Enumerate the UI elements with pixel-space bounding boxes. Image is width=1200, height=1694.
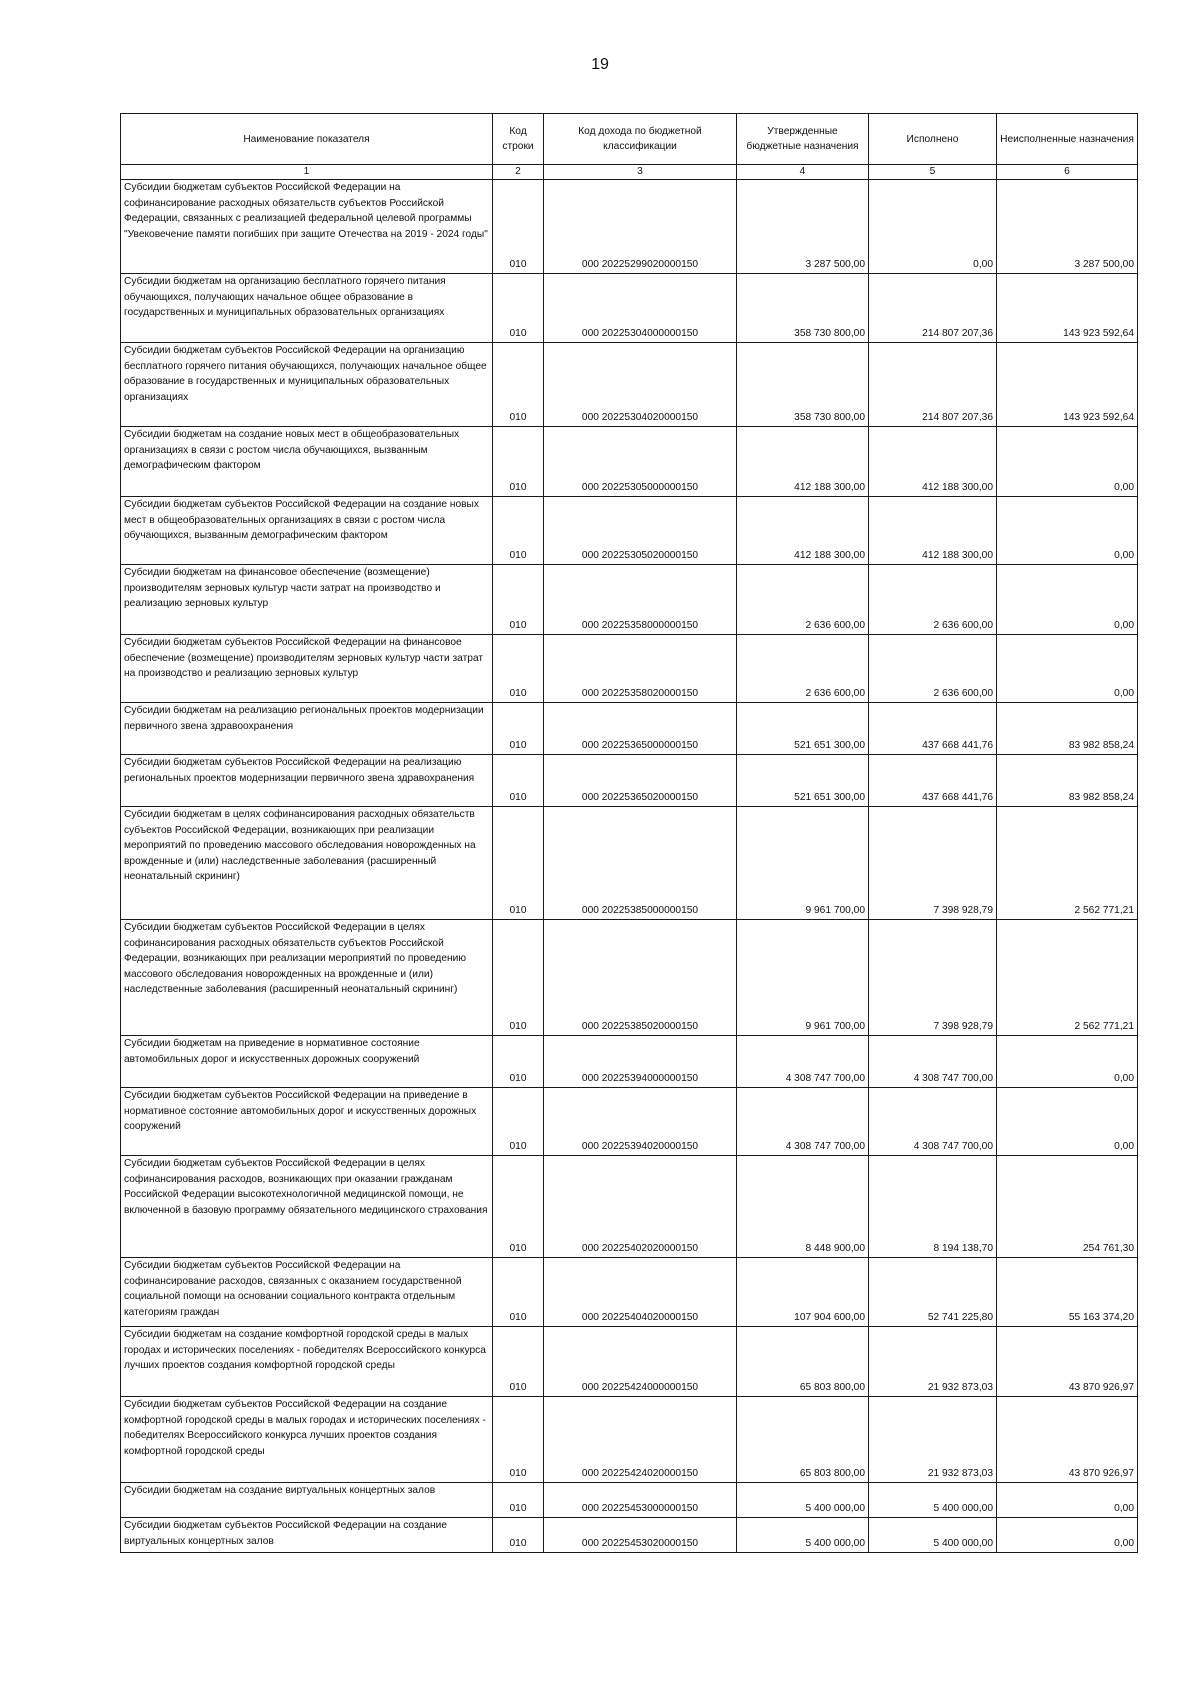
- executed-value: 7 398 928,79: [869, 920, 997, 1036]
- unexecuted-value: 83 982 858,24: [997, 703, 1138, 755]
- table-row: [121, 1518, 1138, 1553]
- approved-value: 2 636 600,00: [737, 635, 869, 703]
- approved-value: 3 287 500,00: [737, 180, 869, 274]
- line-code: 010: [493, 1397, 544, 1483]
- header-approved: Утвержденные бюджетные назначения: [737, 114, 869, 165]
- executed-value: 5 400 000,00: [869, 1483, 997, 1518]
- income-code: 000 20225365000000150: [544, 703, 737, 755]
- indicator-name: Субсидии бюджетам субъектов Российской Федерации на софинансирование расходных обязательств субъектов Российской Федерации, связанных с реализацией федеральной целевой программы "Увековечение памяти погибших при защите Отечества на 2019 - 2024 годы": [121, 180, 493, 274]
- indicator-name: Субсидии бюджетам субъектов Российской Федерации на создание новых мест в общеобразовательных организациях в связи с ростом числа обучающихся, вызванным демографическим фактором: [121, 497, 493, 565]
- line-code: 010: [493, 1258, 544, 1327]
- income-code: 000 20225305020000150: [544, 497, 737, 565]
- indicator-name: Субсидии бюджетам субъектов Российской Федерации в целях софинансирования расходных обязательств субъектов Российской Федерации, возникающих при реализации мероприятий по проведению массового обследования новорожденных на врожденные и (или) наследственные заболевания (расширенный неонатальный скрининг): [121, 920, 493, 1036]
- unexecuted-value: 2 562 771,21: [997, 920, 1138, 1036]
- unexecuted-value: 3 287 500,00: [997, 180, 1138, 274]
- unexecuted-value: 0,00: [997, 565, 1138, 635]
- executed-value: 4 308 747 700,00: [869, 1036, 997, 1088]
- approved-value: 9 961 700,00: [737, 920, 869, 1036]
- indicator-name: Субсидии бюджетам на организацию бесплатного горячего питания обучающихся, получающих начальное общее образование в государственных и муниципальных образовательных организациях: [121, 274, 493, 343]
- income-code: 000 20225304000000150: [544, 274, 737, 343]
- page-number: 19: [591, 56, 609, 73]
- indicator-name: Субсидии бюджетам субъектов Российской Федерации на финансовое обеспечение (возмещение) производителям зерновых культур части затрат на производство и реализацию зерновых культур: [121, 635, 493, 703]
- approved-value: 412 188 300,00: [737, 497, 869, 565]
- table-row: [121, 807, 1138, 920]
- approved-value: 4 308 747 700,00: [737, 1088, 869, 1156]
- table-row: [121, 274, 1138, 343]
- unexecuted-value: 0,00: [997, 1518, 1138, 1553]
- approved-value: 65 803 800,00: [737, 1397, 869, 1483]
- income-code: 000 20225358000000150: [544, 565, 737, 635]
- table-row: [121, 1397, 1138, 1483]
- indicator-name: Субсидии бюджетам субъектов Российской Федерации на организацию бесплатного горячего питания обучающихся, получающих начальное общее образование в государственных и муниципальных образовательных организациях: [121, 343, 493, 427]
- unexecuted-value: 0,00: [997, 1036, 1138, 1088]
- approved-value: 5 400 000,00: [737, 1518, 869, 1553]
- executed-value: 2 636 600,00: [869, 635, 997, 703]
- indicator-name: Субсидии бюджетам субъектов Российской Федерации на софинансирование расходов, связанных с оказанием государственной социальной помощи на основании социального контракта отдельным категориям граждан: [121, 1258, 493, 1327]
- table-row: [121, 180, 1138, 274]
- executed-value: 5 400 000,00: [869, 1518, 997, 1553]
- income-code: 000 20225299020000150: [544, 180, 737, 274]
- column-number-row: [121, 165, 1138, 180]
- income-code: 000 20225402020000150: [544, 1156, 737, 1258]
- income-code: 000 20225304020000150: [544, 343, 737, 427]
- approved-value: 65 803 800,00: [737, 1327, 869, 1397]
- header-line-code: Код строки: [493, 114, 544, 165]
- unexecuted-value: 0,00: [997, 1088, 1138, 1156]
- indicator-name: Субсидии бюджетам на создание новых мест в общеобразовательных организациях в связи с ростом числа обучающихся, вызванным демографическим фактором: [121, 427, 493, 497]
- line-code: 010: [493, 343, 544, 427]
- unexecuted-value: 83 982 858,24: [997, 755, 1138, 807]
- unexecuted-value: 0,00: [997, 635, 1138, 703]
- column-number: 5: [869, 165, 997, 180]
- table-row: [121, 1483, 1138, 1518]
- table-row: [121, 497, 1138, 565]
- approved-value: 521 651 300,00: [737, 755, 869, 807]
- header-income-code: Код дохода по бюджетной классификации: [544, 114, 737, 165]
- executed-value: 21 932 873,03: [869, 1327, 997, 1397]
- line-code: 010: [493, 1483, 544, 1518]
- income-code: 000 20225394020000150: [544, 1088, 737, 1156]
- line-code: 010: [493, 427, 544, 497]
- executed-value: 412 188 300,00: [869, 497, 997, 565]
- executed-value: 4 308 747 700,00: [869, 1088, 997, 1156]
- executed-value: 0,00: [869, 180, 997, 274]
- approved-value: 8 448 900,00: [737, 1156, 869, 1258]
- executed-value: 412 188 300,00: [869, 427, 997, 497]
- income-code: 000 20225385020000150: [544, 920, 737, 1036]
- approved-value: 5 400 000,00: [737, 1483, 869, 1518]
- indicator-name: Субсидии бюджетам на приведение в нормативное состояние автомобильных дорог и искусственных дорожных сооружений: [121, 1036, 493, 1088]
- line-code: 010: [493, 807, 544, 920]
- executed-value: 437 668 441,76: [869, 703, 997, 755]
- table-row: [121, 703, 1138, 755]
- table-row: [121, 565, 1138, 635]
- unexecuted-value: 0,00: [997, 427, 1138, 497]
- line-code: 010: [493, 920, 544, 1036]
- table-row: [121, 427, 1138, 497]
- income-code: 000 20225424000000150: [544, 1327, 737, 1397]
- line-code: 010: [493, 274, 544, 343]
- approved-value: 4 308 747 700,00: [737, 1036, 869, 1088]
- unexecuted-value: 43 870 926,97: [997, 1327, 1138, 1397]
- header-row: [121, 114, 1138, 165]
- unexecuted-value: 254 761,30: [997, 1156, 1138, 1258]
- executed-value: 2 636 600,00: [869, 565, 997, 635]
- table-row: [121, 1036, 1138, 1088]
- executed-value: 7 398 928,79: [869, 807, 997, 920]
- approved-value: 9 961 700,00: [737, 807, 869, 920]
- indicator-name: Субсидии бюджетам субъектов Российской Федерации на реализацию региональных проектов модернизации первичного звена здравохранения: [121, 755, 493, 807]
- line-code: 010: [493, 703, 544, 755]
- table-row: [121, 1327, 1138, 1397]
- approved-value: 412 188 300,00: [737, 427, 869, 497]
- income-code: 000 20225453020000150: [544, 1518, 737, 1553]
- income-code: 000 20225394000000150: [544, 1036, 737, 1088]
- executed-value: 214 807 207,36: [869, 343, 997, 427]
- indicator-name: Субсидии бюджетам субъектов Российской Федерации на приведение в нормативное состояние автомобильных дорог и искусственных дорожных сооружений: [121, 1088, 493, 1156]
- line-code: 010: [493, 1088, 544, 1156]
- header-indicator-name: Наименование показателя: [121, 114, 493, 165]
- approved-value: 358 730 800,00: [737, 343, 869, 427]
- income-code: 000 20225358020000150: [544, 635, 737, 703]
- indicator-name: Субсидии бюджетам на финансовое обеспечение (возмещение) производителям зерновых культур части затрат на производство и реализацию зерновых культур: [121, 565, 493, 635]
- line-code: 010: [493, 755, 544, 807]
- table-row: [121, 1258, 1138, 1327]
- approved-value: 358 730 800,00: [737, 274, 869, 343]
- line-code: 010: [493, 565, 544, 635]
- header-unexecuted: Неисполненные назначения: [997, 114, 1138, 165]
- column-number: 6: [997, 165, 1138, 180]
- line-code: 010: [493, 1036, 544, 1088]
- executed-value: 8 194 138,70: [869, 1156, 997, 1258]
- indicator-name: Субсидии бюджетам субъектов Российской Федерации на создание виртуальных концертных залов: [121, 1518, 493, 1553]
- income-code: 000 20225404020000150: [544, 1258, 737, 1327]
- unexecuted-value: 43 870 926,97: [997, 1397, 1138, 1483]
- executed-value: 437 668 441,76: [869, 755, 997, 807]
- approved-value: 107 904 600,00: [737, 1258, 869, 1327]
- income-code: 000 20225305000000150: [544, 427, 737, 497]
- line-code: 010: [493, 1518, 544, 1553]
- indicator-name: Субсидии бюджетам на создание виртуальных концертных залов: [121, 1483, 493, 1518]
- approved-value: 521 651 300,00: [737, 703, 869, 755]
- column-number: 4: [737, 165, 869, 180]
- line-code: 010: [493, 180, 544, 274]
- column-number: 2: [493, 165, 544, 180]
- column-number: 3: [544, 165, 737, 180]
- table-row: [121, 755, 1138, 807]
- column-number: 1: [121, 165, 493, 180]
- indicator-name: Субсидии бюджетам на создание комфортной городской среды в малых городах и исторических поселениях - победителях Всероссийского конкурса лучших проектов создания комфортной городской среды: [121, 1327, 493, 1397]
- income-code: 000 20225365020000150: [544, 755, 737, 807]
- table-row: [121, 1156, 1138, 1258]
- unexecuted-value: 2 562 771,21: [997, 807, 1138, 920]
- unexecuted-value: 143 923 592,64: [997, 274, 1138, 343]
- table-row: [121, 920, 1138, 1036]
- table-row: [121, 343, 1138, 427]
- indicator-name: Субсидии бюджетам субъектов Российской Федерации в целях софинансирования расходов, возникающих при оказании гражданам Российской Федерации высокотехнологичной медицинской помощи, не включенной в базовую программу обязательного медицинского страхования: [121, 1156, 493, 1258]
- line-code: 010: [493, 635, 544, 703]
- executed-value: 214 807 207,36: [869, 274, 997, 343]
- budget-report-table: [120, 113, 1138, 1553]
- approved-value: 2 636 600,00: [737, 565, 869, 635]
- unexecuted-value: 143 923 592,64: [997, 343, 1138, 427]
- line-code: 010: [493, 497, 544, 565]
- indicator-name: Субсидии бюджетам на реализацию региональных проектов модернизации первичного звена здравоохранения: [121, 703, 493, 755]
- indicator-name: Субсидии бюджетам в целях софинансирования расходных обязательств субъектов Российской Федерации, возникающих при реализации мероприятий по проведению массового обследования новорожденных на врожденные и (или) наследственные заболевания (расширенный неонатальный скрининг): [121, 807, 493, 920]
- table-row: [121, 1088, 1138, 1156]
- executed-value: 52 741 225,80: [869, 1258, 997, 1327]
- executed-value: 21 932 873,03: [869, 1397, 997, 1483]
- indicator-name: Субсидии бюджетам субъектов Российской Федерации на создание комфортной городской среды в малых городах и исторических поселениях - победителях Всероссийского конкурса лучших проектов создания комфортной городской среды: [121, 1397, 493, 1483]
- unexecuted-value: 0,00: [997, 1483, 1138, 1518]
- table-row: [121, 635, 1138, 703]
- line-code: 010: [493, 1156, 544, 1258]
- income-code: 000 20225453000000150: [544, 1483, 737, 1518]
- income-code: 000 20225385000000150: [544, 807, 737, 920]
- income-code: 000 20225424020000150: [544, 1397, 737, 1483]
- unexecuted-value: 55 163 374,20: [997, 1258, 1138, 1327]
- unexecuted-value: 0,00: [997, 497, 1138, 565]
- header-executed: Исполнено: [869, 114, 997, 165]
- line-code: 010: [493, 1327, 544, 1397]
